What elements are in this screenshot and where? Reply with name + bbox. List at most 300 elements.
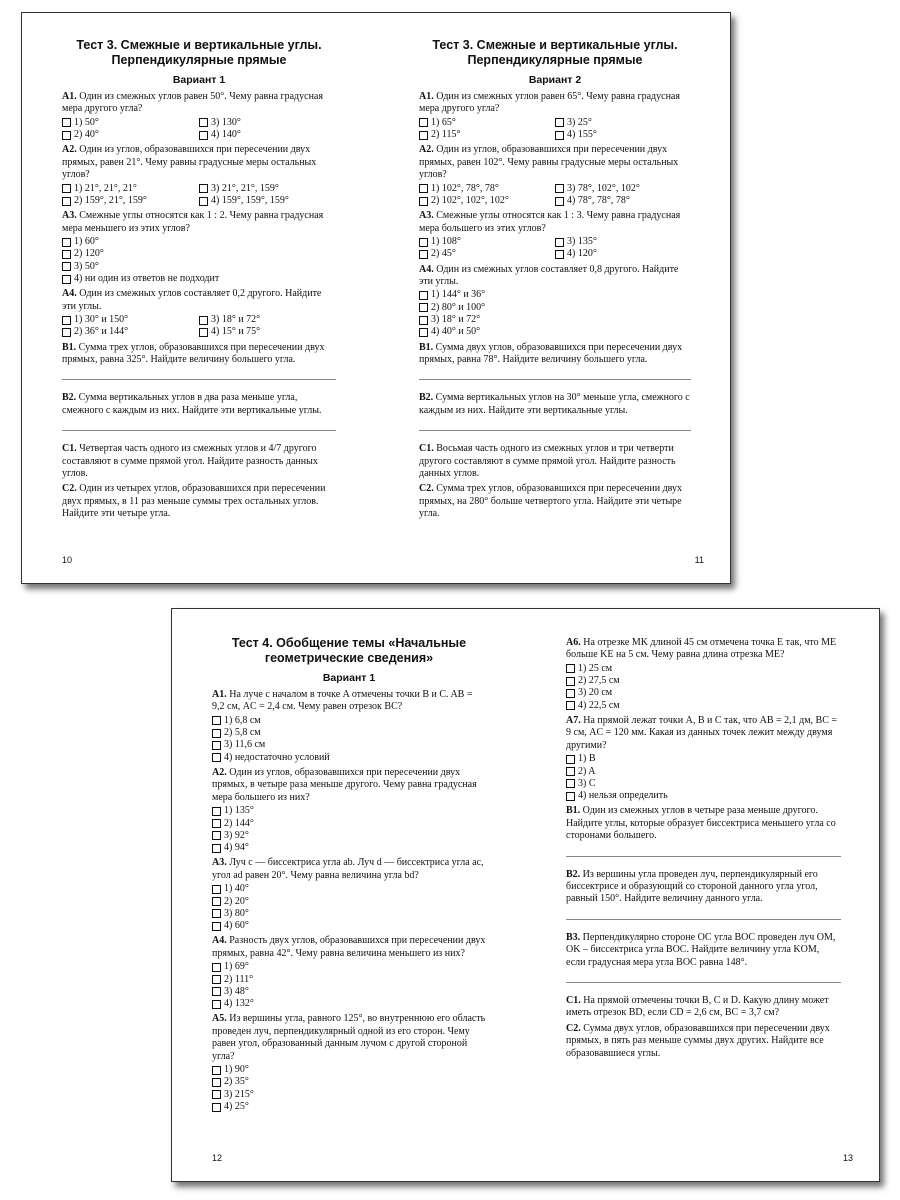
question-text	[62, 392, 336, 417]
answer-option-label: 4) 94°	[224, 842, 249, 854]
question-label: В1.	[419, 341, 434, 353]
answer-option[interactable]	[62, 129, 199, 141]
answer-checkbox[interactable]	[212, 807, 221, 816]
answer-option-label: 2) 115°	[431, 129, 461, 141]
question-block	[62, 288, 336, 338]
answer-options	[62, 314, 336, 339]
answer-checkbox[interactable]	[566, 779, 575, 788]
answer-options	[212, 961, 486, 1010]
answer-checkbox[interactable]	[62, 131, 71, 140]
answer-option-label: 3) 25°	[567, 116, 592, 128]
question-block	[62, 443, 336, 480]
question-text	[566, 715, 841, 752]
question-block	[566, 869, 841, 920]
page-number: 11	[694, 555, 704, 565]
answer-option[interactable]	[212, 739, 486, 751]
answer-option-label: 3) 80°	[224, 907, 249, 919]
answer-checkbox[interactable]	[62, 197, 71, 206]
answer-options	[419, 236, 691, 261]
answer-option-label: 2) 35°	[224, 1076, 249, 1088]
question-text	[419, 342, 691, 367]
answer-checkbox[interactable]	[555, 184, 564, 193]
answer-option-label: 1) 6,8 см	[224, 714, 261, 726]
answer-option-label: 2) A	[578, 765, 596, 777]
answer-option[interactable]	[566, 753, 841, 765]
answer-checkbox[interactable]	[212, 909, 221, 918]
answer-checkbox[interactable]	[555, 197, 564, 206]
answer-checkbox[interactable]	[566, 792, 575, 801]
answer-option[interactable]	[555, 117, 691, 129]
page-column	[419, 38, 691, 524]
question-label: А2.	[212, 767, 227, 778]
answer-checkbox[interactable]	[199, 131, 208, 140]
answer-checkbox[interactable]	[212, 753, 221, 762]
question-text	[419, 91, 691, 116]
answer-option-label: 1) 108°	[431, 236, 461, 248]
answer-option[interactable]	[212, 1064, 486, 1076]
question-label: А5.	[212, 1013, 227, 1025]
question-block	[212, 1013, 486, 1113]
answer-checkbox[interactable]	[419, 238, 428, 247]
answer-option[interactable]	[419, 326, 691, 338]
question-text	[62, 483, 336, 520]
answer-option-label: 4) 120°	[567, 248, 597, 260]
question-body: Один из смежных углов равен 50°. Чему равна градусная мера другого угла?	[62, 91, 323, 115]
question-block	[62, 144, 336, 207]
question-body: Перпендикулярно стороне OC угла BOC проведен луч OM, OK – биссектриса угла BOC. Найдите величину угла KOM, если градусная мера угла BOC равна 148°.	[566, 931, 836, 968]
question-block	[566, 995, 841, 1020]
answer-checkbox[interactable]	[212, 1078, 221, 1087]
question-body: На отрезке MK длиной 45 см отмечена точка E так, что ME больше KE на 5 см. Чему равна длина отрезка ME?	[566, 637, 837, 661]
variant-label: Вариант 1	[322, 672, 376, 684]
page-11	[377, 13, 732, 583]
question-text	[212, 857, 486, 882]
question-body: На прямой отмечены точки B, C и D. Какую длину может иметь отрезок BD, если CD = 2,6 см, BC = 3,7 см?	[566, 995, 829, 1019]
question-label: В3.	[566, 931, 581, 943]
answer-option-label: 3) 48°	[224, 985, 249, 997]
question-block	[62, 342, 336, 381]
question-list	[62, 91, 336, 521]
question-body: Луч c — биссектриса угла ab. Луч d — биссектриса угла ac, угол ad равен 20°. Чему равна величина угла bd?	[212, 857, 484, 881]
question-label: В2.	[566, 868, 581, 880]
answer-option-label: 4) 40° и 50°	[431, 326, 481, 338]
answer-option-label: 3) 21°, 21°, 159°	[211, 182, 279, 194]
question-body: На луче с началом в точке A отмечены точки B и C. AB = 9,2 см, AC = 2,4 см. Чему равен отрезок BC?	[212, 689, 473, 713]
answer-checkbox[interactable]	[555, 131, 564, 140]
answer-option[interactable]	[62, 273, 336, 285]
answer-option[interactable]	[212, 752, 486, 764]
question-block	[419, 392, 691, 431]
answer-checkbox[interactable]	[212, 922, 221, 931]
answer-option[interactable]	[419, 289, 691, 301]
question-label: А1.	[212, 689, 227, 700]
page-10	[22, 13, 377, 583]
question-text	[419, 264, 691, 289]
test-title: Тест 3. Смежные и вертикальные углы. Перпендикулярные прямые	[432, 38, 678, 67]
answer-checkbox[interactable]	[62, 328, 71, 337]
answer-option-label: 1) 144° и 36°	[431, 289, 486, 301]
question-label: С2.	[419, 483, 434, 495]
answer-options	[566, 663, 841, 712]
question-label: А7.	[566, 715, 581, 726]
question-body: Один из смежных углов составляет 0,8 другого. Найдите эти углы.	[419, 263, 679, 288]
question-text	[566, 805, 841, 842]
answer-checkbox[interactable]	[419, 316, 428, 325]
answer-line[interactable]	[62, 378, 336, 380]
answer-line[interactable]	[419, 429, 691, 431]
answer-option[interactable]	[62, 195, 199, 207]
question-text	[212, 767, 486, 804]
question-body: Один из углов, образовавшихся при пересечении двух прямых, в четыре раза меньше другого. Чему равна градусная мера большего из них?	[212, 767, 477, 803]
answer-option-label: 2) 120°	[74, 248, 104, 260]
answer-option[interactable]	[199, 129, 336, 141]
answer-option-label: 4) недостаточно условий	[224, 751, 330, 763]
answer-option[interactable]	[419, 248, 555, 260]
answer-option-label: 1) 90°	[224, 1064, 249, 1076]
question-label: А3.	[419, 210, 434, 222]
answer-option-label: 3) 18° и 72°	[431, 314, 481, 326]
answer-checkbox[interactable]	[212, 1066, 221, 1075]
question-list	[419, 91, 691, 521]
answer-checkbox[interactable]	[212, 1090, 221, 1099]
question-body: Из вершины угла, равного 125°, во внутреннюю его область проведен луч, перпендикулярный одной из его сторон. Чему равен угол, образованный данным лучом с другой стороной угла?	[212, 1013, 486, 1062]
answer-option[interactable]	[62, 261, 336, 273]
answer-option[interactable]	[212, 1089, 486, 1101]
answer-option[interactable]	[199, 195, 336, 207]
answer-option-label: 2) 144°	[224, 817, 254, 829]
answer-checkbox[interactable]	[212, 819, 221, 828]
answer-checkbox[interactable]	[62, 250, 71, 259]
answer-option-label: 2) 159°, 21°, 159°	[74, 194, 147, 206]
answer-checkbox[interactable]	[212, 987, 221, 996]
answer-option-label: 1) 25 см	[578, 662, 613, 674]
answer-checkbox[interactable]	[62, 275, 71, 284]
answer-option[interactable]	[212, 727, 486, 739]
answer-option[interactable]	[212, 908, 486, 920]
question-body: Один из углов, образовавшихся при пересечении двух прямых, равен 102°. Чему равны градусные меры остальных углов?	[419, 144, 679, 181]
answer-option[interactable]	[212, 830, 486, 842]
answer-checkbox[interactable]	[212, 963, 221, 972]
answer-option-label: 4) 60°	[224, 920, 249, 932]
question-body: Сумма трех углов, образовавшихся при пересечении двух прямых, равна 325°. Найдите величину большего угла.	[62, 341, 325, 366]
answer-checkbox[interactable]	[555, 238, 564, 247]
answer-line[interactable]	[566, 981, 841, 983]
answer-option-label: 2) 80° и 100°	[431, 301, 486, 313]
question-body: Один из смежных углов равен 65°. Чему равна градусная мера другого угла?	[419, 91, 680, 115]
answer-option-label: 1) 40°	[224, 883, 249, 895]
answer-option[interactable]	[212, 920, 486, 932]
page-number: 13	[842, 1153, 853, 1163]
answer-checkbox[interactable]	[212, 1103, 221, 1112]
answer-checkbox[interactable]	[566, 701, 575, 710]
question-label: С1.	[566, 995, 581, 1007]
question-body: Сумма трех углов, образовавшихся при пересечении двух прямых, на 280° больше четвертого угла. Найдите эти четыре угла.	[419, 483, 683, 520]
question-body: Сумма вертикальных углов в два раза меньше угла, смежного с каждым из них. Найдите эти вертикальные углы.	[62, 392, 322, 416]
question-list	[212, 689, 486, 1113]
answer-option[interactable]	[62, 314, 199, 326]
question-body: Смежные углы относятся как 1 : 2. Чему равна градусная мера меньшего из этих углов?	[62, 210, 324, 234]
answer-options	[62, 183, 336, 208]
answer-option-label: 4) 132°	[224, 998, 254, 1010]
question-label: А4.	[212, 935, 227, 947]
answer-option-label: 3) 92°	[224, 829, 249, 841]
answer-option[interactable]	[212, 1076, 486, 1088]
question-text	[419, 483, 691, 520]
answer-checkbox[interactable]	[566, 689, 575, 698]
question-text	[566, 869, 841, 906]
question-text	[62, 288, 336, 313]
answer-option[interactable]	[212, 883, 486, 895]
answer-option[interactable]	[62, 248, 336, 260]
answer-line[interactable]	[419, 378, 691, 380]
answer-option[interactable]	[566, 663, 841, 675]
answer-checkbox[interactable]	[212, 1000, 221, 1009]
question-body: Четвертая часть одного из смежных углов и 4/7 другого составляют в сумме прямой угол. Найдите разность данных углов.	[62, 443, 318, 480]
answer-option[interactable]	[62, 117, 199, 129]
answer-option-label: 3) 18° и 72°	[211, 314, 261, 326]
question-label: А3.	[62, 210, 77, 222]
question-block	[62, 392, 336, 431]
answer-checkbox[interactable]	[212, 729, 221, 738]
question-block	[566, 637, 841, 712]
answer-option[interactable]	[419, 236, 555, 248]
question-text	[212, 689, 486, 714]
answer-option-label: 4) 155°	[567, 129, 597, 141]
answer-line[interactable]	[566, 855, 841, 857]
answer-option[interactable]	[419, 314, 691, 326]
answer-option[interactable]	[212, 818, 486, 830]
answer-option[interactable]	[566, 766, 841, 778]
answer-option-label: 1) B	[578, 753, 596, 765]
answer-checkbox[interactable]	[212, 741, 221, 750]
answer-options	[212, 1064, 486, 1113]
page-12	[172, 609, 526, 1181]
question-label: А2.	[62, 144, 77, 156]
answer-option[interactable]	[212, 986, 486, 998]
question-block	[212, 767, 486, 854]
answer-option[interactable]	[199, 326, 336, 338]
answer-checkbox[interactable]	[419, 291, 428, 300]
answer-option[interactable]	[555, 236, 691, 248]
answer-checkbox[interactable]	[199, 184, 208, 193]
question-label: А3.	[212, 857, 227, 869]
question-label: С2.	[566, 1022, 581, 1034]
answer-line[interactable]	[566, 918, 841, 920]
question-body: Восьмая часть одного из смежных углов и три четверти другого составляют в сумме прямой угол. Найдите разность данных углов.	[419, 443, 676, 480]
question-label: А4.	[419, 263, 434, 275]
answer-checkbox[interactable]	[419, 118, 428, 127]
question-block	[419, 144, 691, 207]
question-block	[62, 483, 336, 520]
answer-checkbox[interactable]	[199, 118, 208, 127]
answer-option-label: 1) 50°	[74, 116, 99, 128]
answer-checkbox[interactable]	[566, 755, 575, 764]
answer-options	[62, 236, 336, 285]
answer-option[interactable]	[566, 778, 841, 790]
answer-option-label: 2) 111°	[224, 973, 254, 985]
answer-checkbox[interactable]	[419, 250, 428, 259]
question-text	[62, 210, 336, 235]
answer-option[interactable]	[419, 117, 555, 129]
question-block	[62, 210, 336, 285]
question-body: Один из углов, образовавшихся при пересечении двух прямых, равен 21°. Чему равны градусные меры остальных углов?	[62, 144, 317, 181]
answer-option-label: 2) 102°, 102°, 102°	[431, 194, 509, 206]
answer-checkbox[interactable]	[419, 184, 428, 193]
answer-checkbox[interactable]	[419, 303, 428, 312]
answer-option[interactable]	[212, 1101, 486, 1113]
answer-option[interactable]	[566, 700, 841, 712]
answer-option[interactable]	[212, 896, 486, 908]
answer-checkbox[interactable]	[62, 262, 71, 271]
answer-checkbox[interactable]	[419, 328, 428, 337]
question-block	[419, 443, 691, 480]
answer-checkbox[interactable]	[199, 328, 208, 337]
answer-option-label: 4) 78°, 78°, 78°	[567, 194, 630, 206]
question-label: А1.	[62, 91, 77, 102]
answer-checkbox[interactable]	[62, 184, 71, 193]
book-spread-test-3	[21, 12, 731, 584]
question-text	[566, 932, 841, 969]
answer-checkbox[interactable]	[62, 238, 71, 247]
answer-option[interactable]	[566, 675, 841, 687]
answer-checkbox[interactable]	[212, 844, 221, 853]
answer-options	[62, 117, 336, 142]
answer-option-label: 1) 60°	[74, 236, 99, 248]
answer-option[interactable]	[62, 183, 199, 195]
question-text	[212, 1013, 486, 1063]
answer-option-label: 1) 69°	[224, 961, 249, 973]
answer-option[interactable]	[566, 687, 841, 699]
test-title: Тест 4. Обобщение темы «Начальные геометрические сведения»	[231, 636, 467, 665]
question-body: Разность двух углов, образовавшихся при пересечении двух прямых, равна 42°. Чему равна величина меньшего из них?	[212, 935, 486, 959]
question-label: В1.	[566, 805, 581, 817]
answer-option-label: 1) 21°, 21°, 21°	[74, 182, 137, 194]
question-body: Смежные углы относятся как 1 : 3. Чему равна градусная мера большего из этих углов?	[419, 210, 681, 234]
test-title: Тест 3. Смежные и вертикальные углы. Перпендикулярные прямые	[76, 38, 322, 67]
answer-option[interactable]	[199, 183, 336, 195]
answer-checkbox[interactable]	[555, 250, 564, 259]
answer-option[interactable]	[212, 715, 486, 727]
question-block	[566, 805, 841, 856]
answer-option-label: 1) 30° и 150°	[74, 314, 129, 326]
question-block	[566, 715, 841, 802]
answer-option[interactable]	[419, 183, 555, 195]
question-label: В1.	[62, 341, 77, 353]
answer-option[interactable]	[62, 236, 336, 248]
answer-option[interactable]	[419, 129, 555, 141]
answer-option[interactable]	[555, 129, 691, 141]
answer-options	[419, 289, 691, 338]
answer-option[interactable]	[566, 790, 841, 802]
answer-option[interactable]	[62, 326, 199, 338]
answer-option[interactable]	[212, 805, 486, 817]
answer-option-label: 2) 27,5 см	[578, 675, 620, 687]
answer-option-label: 2) 40°	[74, 129, 99, 141]
question-text	[62, 144, 336, 181]
answer-option[interactable]	[555, 183, 691, 195]
question-list	[566, 637, 841, 1060]
answer-checkbox[interactable]	[419, 197, 428, 206]
answer-checkbox[interactable]	[212, 716, 221, 725]
answer-option[interactable]	[212, 974, 486, 986]
question-text	[566, 1023, 841, 1060]
answer-option-label: 4) 159°, 159°, 159°	[211, 194, 289, 206]
page-column	[566, 637, 841, 1063]
answer-option-label: 4) нельзя определить	[578, 790, 668, 802]
answer-checkbox[interactable]	[555, 118, 564, 127]
page-number: 12	[212, 1153, 223, 1163]
answer-line[interactable]	[62, 429, 336, 431]
answer-checkbox[interactable]	[212, 897, 221, 906]
question-label: В2.	[419, 392, 434, 404]
answer-option-label: 3) 130°	[211, 116, 241, 128]
answer-options	[419, 117, 691, 142]
question-text	[419, 443, 691, 480]
answer-option-label: 4) 25°	[224, 1100, 249, 1112]
question-block	[566, 932, 841, 983]
question-text	[62, 91, 336, 116]
book-spread-test-4	[171, 608, 880, 1182]
answer-checkbox[interactable]	[62, 118, 71, 127]
answer-checkbox[interactable]	[566, 677, 575, 686]
answer-option-label: 2) 36° и 144°	[74, 326, 129, 338]
question-block	[419, 264, 691, 339]
answer-option-label: 3) 11,6 см	[224, 739, 266, 751]
answer-checkbox[interactable]	[199, 197, 208, 206]
answer-checkbox[interactable]	[566, 767, 575, 776]
answer-option[interactable]	[199, 117, 336, 129]
answer-checkbox[interactable]	[566, 664, 575, 673]
answer-option-label: 2) 20°	[224, 895, 249, 907]
answer-checkbox[interactable]	[212, 831, 221, 840]
page-column	[62, 38, 336, 524]
question-body: Сумма двух углов, образовавшихся при пересечении двух прямых, равна 78°. Найдите величину большего угла.	[419, 341, 683, 366]
answer-option[interactable]	[212, 998, 486, 1010]
question-body: Один из смежных углов составляет 0,2 другого. Найдите эти углы.	[62, 288, 322, 312]
answer-option-label: 4) ни один из ответов не подходит	[74, 272, 220, 284]
answer-option[interactable]	[555, 195, 691, 207]
answer-option[interactable]	[555, 248, 691, 260]
answer-option[interactable]	[199, 314, 336, 326]
variant-label: Вариант 1	[172, 74, 226, 86]
answer-option[interactable]	[419, 195, 555, 207]
answer-option-label: 4) 15° и 75°	[211, 326, 261, 338]
answer-option-label: 3) C	[578, 777, 596, 789]
answer-checkbox[interactable]	[212, 975, 221, 984]
answer-option[interactable]	[212, 842, 486, 854]
question-body: Один из четырех углов, образовавшихся при пересечении двух прямых, в 11 раз меньше суммы трех остальных углов. Найдите эти четыре угла.	[62, 483, 326, 520]
question-body: Из вершины угла проведен луч, перпендикулярный его биссектрисе и образующий со стороной данного угла угол, равный 150°. Найдите величину данного угла.	[566, 868, 818, 905]
answer-options	[212, 805, 486, 854]
answer-checkbox[interactable]	[199, 316, 208, 325]
question-label: В2.	[62, 392, 77, 404]
page-number: 10	[62, 555, 73, 565]
answer-option[interactable]	[212, 961, 486, 973]
answer-options	[212, 883, 486, 932]
answer-checkbox[interactable]	[212, 885, 221, 894]
question-label: А4.	[62, 288, 77, 300]
answer-option-label: 2) 5,8 см	[224, 727, 261, 739]
answer-checkbox[interactable]	[62, 316, 71, 325]
question-body: Сумма двух углов, образовавшихся при пересечении двух прямых, в пять раз меньше суммы двух других. Найдите все образовавшиеся углы.	[566, 1022, 830, 1059]
answer-option[interactable]	[419, 302, 691, 314]
question-label: А2.	[419, 144, 434, 156]
question-block	[566, 1023, 841, 1060]
page-13	[526, 609, 881, 1181]
question-text	[566, 637, 841, 662]
answer-checkbox[interactable]	[419, 131, 428, 140]
question-body: Сумма вертикальных углов на 30° меньше угла, смежного с каждым из них. Найдите эти вертикальные углы.	[419, 392, 690, 416]
